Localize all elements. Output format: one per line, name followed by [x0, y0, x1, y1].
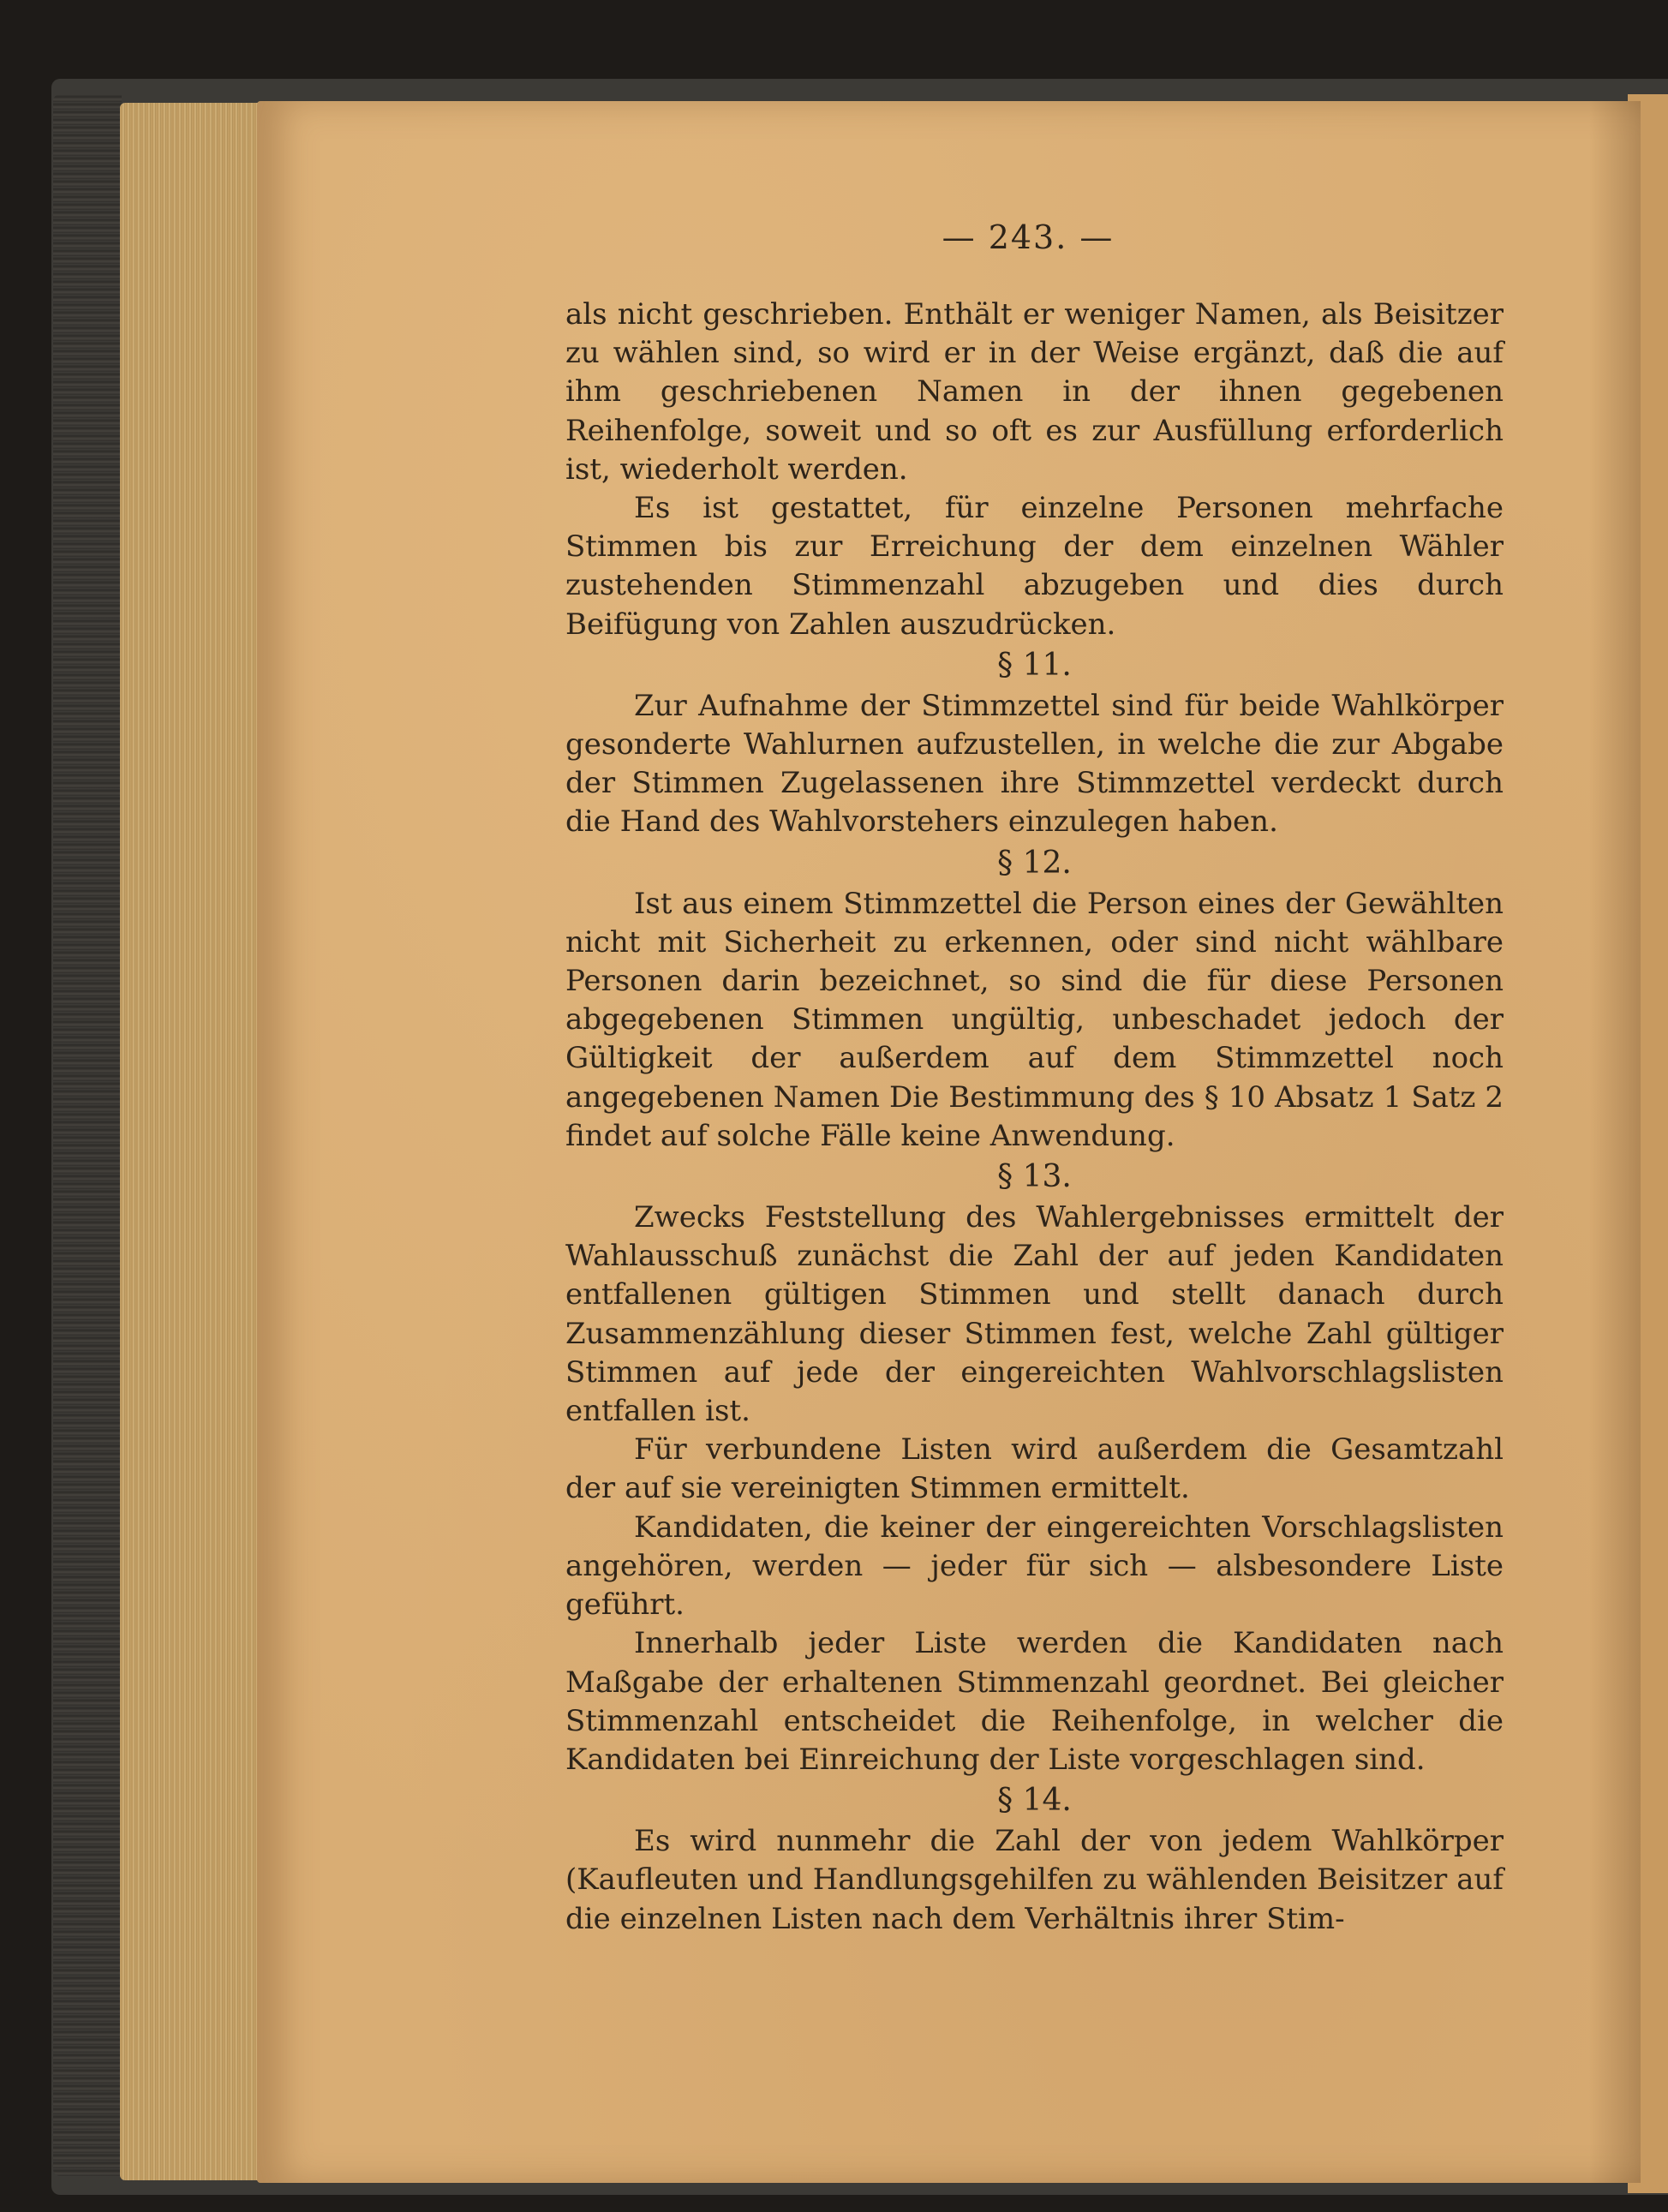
page-gutter [1589, 101, 1641, 2183]
book-spine [53, 94, 122, 2176]
paragraph-2: Es ist gestattet, für einzelne Personen mehrfache Stimmen bis zur Erreichung der dem einzelnen Wähler zustehenden Stimmenzahl abzugeben und dies durch Beifügung von Zahlen auszudrücken. [565, 491, 1504, 642]
paragraph-4: Ist aus einem Stimmzettel die Person eines der Gewählten nicht mit Sicherheit zu erkennen, oder sind nicht wählbare Personen darin bezeichnet, so sind die für diese Personen abgegebenen Stimmen ungültig, unbeschadet jedoch der Gültigkeit der außerdem auf dem Stimmzettel noch angegebenen Namen Die Bestimmung des § 10 Absatz 1 Satz 2 findet auf solche Fälle keine Anwendung. [565, 886, 1504, 1153]
page-edges [120, 103, 274, 2180]
paragraph-9: Es wird nunmehr die Zahl der von jedem Wahlkörper (Kaufleuten und Handlungsgehilfen zu wählenden Beisitzer auf die einzelnen Listen nach dem Verhältnis ihrer Stim- [565, 1824, 1504, 1936]
section-heading-12: § 12. [997, 845, 1072, 881]
page-body [565, 296, 1504, 1939]
section-heading-13: § 13. [997, 1159, 1072, 1195]
paragraph-7: Kandidaten, die keiner der eingereichten Vorschlagslisten angehören, werden — jeder für sich — alsbesondere Liste geführt. [565, 1510, 1504, 1623]
paragraph-1: als nicht geschrieben. Enthält er weniger Namen, als Beisitzer zu wählen sind, so wird er in der Weise ergänzt, daß die auf ihm geschriebenen Namen in der ihnen gegebenen Reihenfolge, soweit und so oft es zur Ausfüllung erforderlich ist, wiederholt werden. [565, 297, 1504, 487]
page-number: — 243. — [942, 218, 1115, 256]
paragraph-5: Zwecks Feststellung des Wahlergebnisses ermittelt der Wahlausschuß zunächst die Zahl der auf jeden Kandidaten entfallenen gültigen Stimmen und stellt danach durch Zusammenzählung dieser Stimmen fest, welche Zahl gültiger Stimmen auf jede der eingereichten Wahlvorschlagslisten entfallen ist. [565, 1200, 1504, 1429]
paragraph-6: Für verbundene Listen wird außerdem die Gesamtzahl der auf sie vereinigten Stimmen ermittelt. [565, 1432, 1504, 1506]
paragraph-3: Zur Aufnahme der Stimmzettel sind für beide Wahlkörper gesonderte Wahlurnen aufzustellen, in welche die zur Abgabe der Stimmen Zugelassenen ihre Stimmzettel verdeckt durch die Hand des Wahlvorstehers einzulegen haben. [565, 688, 1504, 840]
paragraph-8: Innerhalb jeder Liste werden die Kandidaten nach Maßgabe der erhaltenen Stimmenzahl geordnet. Bei gleicher Stimmenzahl entscheidet die Reihenfolge, in welcher die Kandidaten bei Einreichung der Liste vorgeschlagen sind. [565, 1626, 1504, 1777]
section-heading-11: § 11. [997, 647, 1072, 683]
section-heading-14: § 14. [997, 1783, 1072, 1819]
